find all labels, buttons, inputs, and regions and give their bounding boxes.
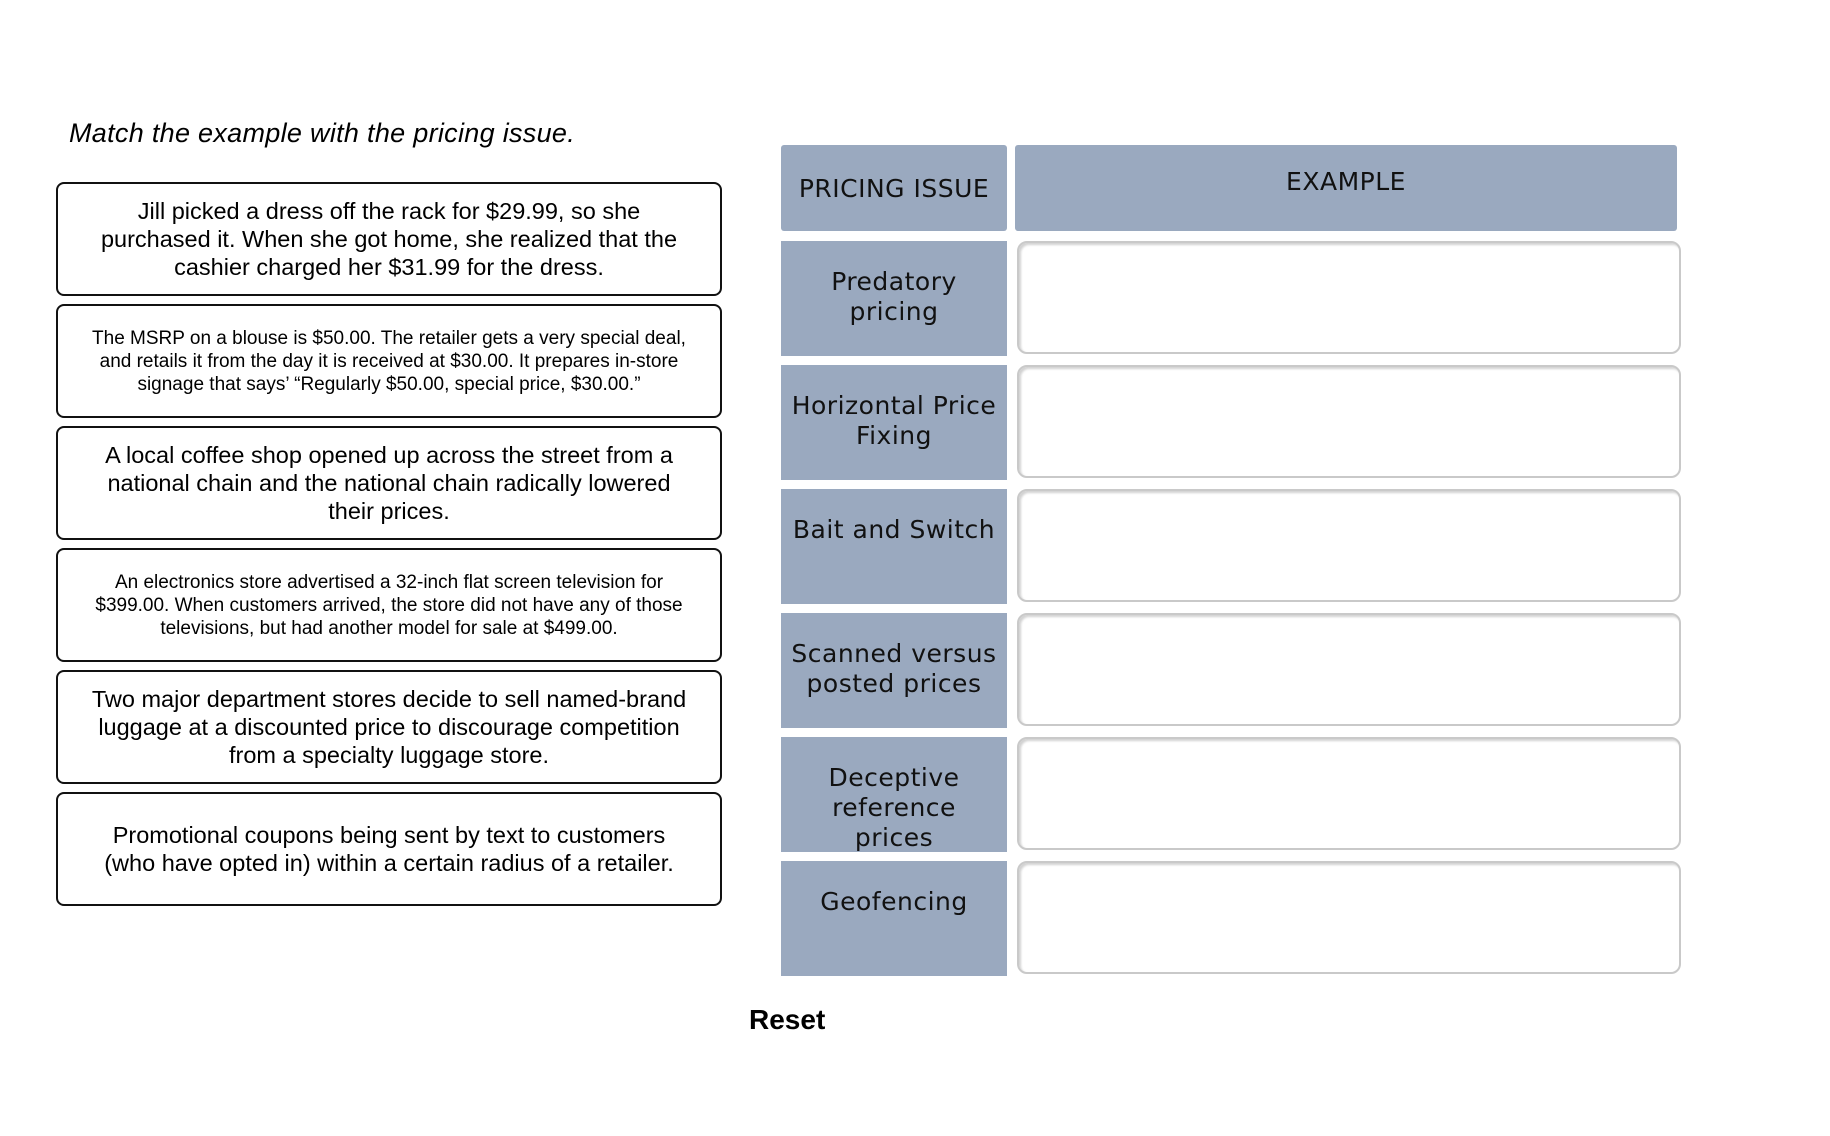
example-card[interactable] bbox=[56, 182, 722, 296]
pricing-issue-header: PRICING ISSUE bbox=[781, 145, 1007, 231]
example-card[interactable] bbox=[56, 304, 722, 418]
pricing-issue-label: Predatory pricing bbox=[781, 241, 1007, 356]
table-row bbox=[781, 613, 1681, 728]
example-card-text: Two major department stores decide to sell named-brand luggage at a discounted price to discourage competition from a specialty luggage store. bbox=[91, 686, 687, 768]
pricing-issue-label: Scanned versus posted prices bbox=[781, 613, 1007, 728]
pricing-issue-label: Deceptive reference prices bbox=[781, 737, 1007, 852]
example-card[interactable] bbox=[56, 792, 722, 906]
table-row bbox=[781, 241, 1681, 356]
pricing-issue-label: Geofencing bbox=[781, 861, 1007, 976]
table-row bbox=[781, 489, 1681, 604]
pricing-issue-label: Horizontal Price Fixing bbox=[781, 365, 1007, 480]
example-card[interactable] bbox=[56, 426, 722, 540]
reset-button[interactable]: Reset bbox=[749, 1004, 826, 1035]
example-card-text: An electronics store advertised a 32-inch flat screen television for $399.00. When customers arrived, the store did not have any of those televisions, but had another model for sale at $499.00. bbox=[95, 571, 683, 639]
table-row bbox=[781, 365, 1681, 480]
instruction-text: Match the example with the pricing issue. bbox=[69, 118, 576, 148]
example-drop-zone[interactable] bbox=[1017, 737, 1681, 850]
table-row bbox=[781, 861, 1681, 976]
example-card[interactable] bbox=[56, 548, 722, 662]
example-card-text: Promotional coupons being sent by text to customers (who have opted in) within a certain radius of a retailer. bbox=[104, 822, 674, 876]
example-drop-zone[interactable] bbox=[1017, 489, 1681, 602]
example-drop-zone[interactable] bbox=[1017, 613, 1681, 726]
example-card[interactable] bbox=[56, 670, 722, 784]
example-card-text: Jill picked a dress off the rack for $29.99, so she purchased it. When she got home, she realized that the cashier charged her $31.99 for the dress. bbox=[100, 198, 678, 280]
example-drop-zone[interactable] bbox=[1017, 861, 1681, 974]
example-card-text: A local coffee shop opened up across the street from a national chain and the national chain radically lowered their prices. bbox=[105, 442, 673, 524]
example-drop-zone[interactable] bbox=[1017, 365, 1681, 478]
example-header: EXAMPLE bbox=[1015, 145, 1677, 231]
table-row bbox=[781, 737, 1681, 852]
example-drop-zone[interactable] bbox=[1017, 241, 1681, 354]
example-cards-list bbox=[56, 182, 722, 914]
example-card-text: The MSRP on a blouse is $50.00. The retailer gets a very special deal, and retails it from the day it is received at $30.00. It prepares in-store signage that says’ “Regularly $50.00, special price, $30.00.” bbox=[92, 327, 686, 395]
pricing-issue-label: Bait and Switch bbox=[781, 489, 1007, 604]
